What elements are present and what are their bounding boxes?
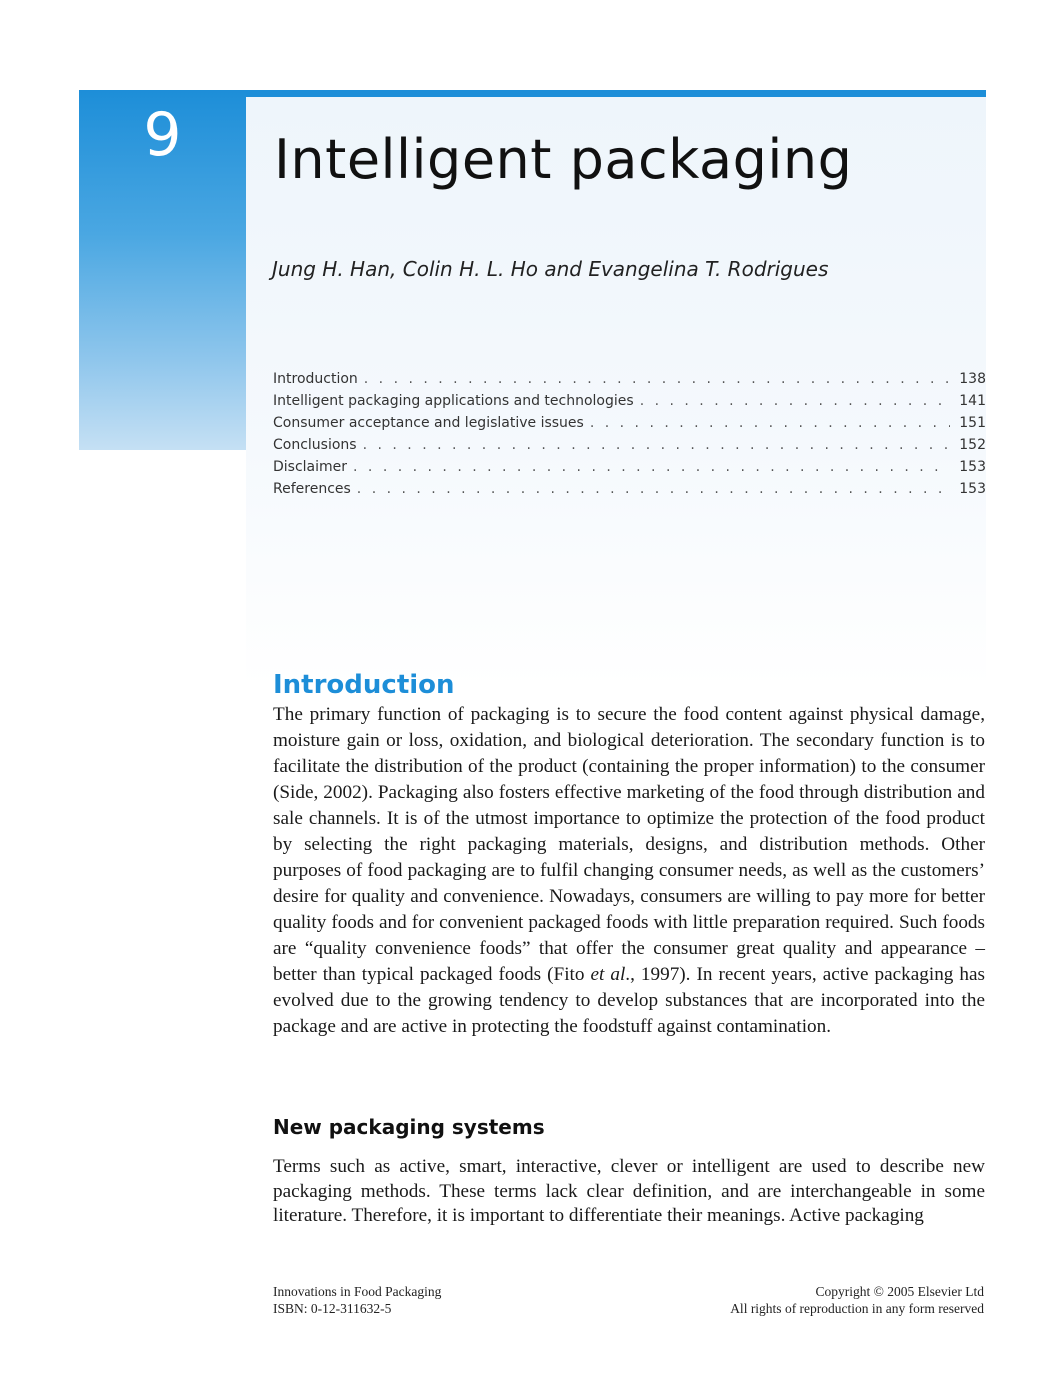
- toc-page-number: 138: [959, 371, 986, 387]
- toc-page-number: 152: [959, 437, 986, 453]
- table-of-contents: [273, 371, 986, 503]
- toc-entry-disclaimer[interactable]: [273, 459, 986, 481]
- chapter-title: Intelligent packaging: [274, 128, 853, 191]
- toc-entry-introduction[interactable]: [273, 371, 986, 393]
- toc-entry-consumer-acceptance[interactable]: [273, 415, 986, 437]
- toc-page-number: 151: [959, 415, 986, 431]
- toc-leader-dots: [590, 415, 950, 431]
- toc-label: Intelligent packaging applications and technologies: [273, 393, 634, 409]
- toc-entry-conclusions[interactable]: [273, 437, 986, 459]
- toc-label: Conclusions: [273, 437, 357, 453]
- header-accent-bar: [246, 90, 986, 97]
- toc-entry-applications[interactable]: [273, 393, 986, 415]
- toc-label: Disclaimer: [273, 459, 348, 475]
- subsection-heading-new-packaging: New packaging systems: [273, 1115, 545, 1139]
- chapter-number: 9: [143, 100, 182, 170]
- footer-rights: All rights of reproduction in any form reserved: [730, 1301, 984, 1316]
- toc-page-number: 141: [959, 393, 986, 409]
- toc-page-number: 153: [959, 481, 986, 497]
- toc-page-number: 153: [959, 459, 986, 475]
- chapter-authors: Jung H. Han, Colin H. L. Ho and Evangelina T. Rodrigues: [272, 257, 829, 281]
- footer-copyright: Copyright © 2005 Elsevier Ltd: [815, 1284, 984, 1299]
- footer-copyright-info: [730, 1283, 984, 1317]
- footer-isbn: ISBN: 0-12-311632-5: [273, 1301, 392, 1316]
- toc-label: References: [273, 481, 351, 497]
- introduction-paragraph: [273, 702, 985, 1040]
- toc-label: Introduction: [273, 371, 358, 387]
- toc-leader-dots: [640, 393, 950, 409]
- toc-leader-dots: [357, 481, 950, 497]
- footer-book-info: [273, 1283, 441, 1317]
- paragraph-text: ., 1997). In recent years, active packaging has evolved due to the growing tendency to develop substances that are incorporated into the package and are active in protecting the foodstuff against contamination.: [273, 964, 985, 1037]
- section-heading-introduction: Introduction: [273, 670, 455, 700]
- toc-leader-dots: [364, 371, 950, 387]
- paragraph-text: The primary function of packaging is to secure the food content against physical damage, moisture gain or loss, oxidation, and biological deterioration. The secondary function is to facilitate the distribution of the product (containing the proper information) to the consumer (Side, 2002). Packaging also fosters effective marketing of the food through distribution and sale channels. It is of the utmost importance to optimize the protection of the food product by selecting the right packaging materials, designs, and distribution methods. Other purposes of food packaging are to fulfil changing consumer needs, as well as the customers’ desire for quality and convenience. Nowadays, consumers are willing to pay more for better quality foods and for convenient packaged foods with little preparation required. Such foods are “quality convenience foods” that offer the consumer great quality and appearance – better than typical packaged foods (Fito: [273, 704, 985, 985]
- paragraph-italic-text: et al: [590, 964, 626, 985]
- toc-leader-dots: [353, 459, 950, 475]
- toc-label: Consumer acceptance and legislative issues: [273, 415, 584, 431]
- toc-leader-dots: [363, 437, 950, 453]
- toc-entry-references[interactable]: [273, 481, 986, 503]
- new-packaging-paragraph: Terms such as active, smart, interactive, clever or intelligent are used to describe new packaging methods. These terms lack clear definition, and are interchangeable in some literature. Therefore, it is important to differentiate their meanings. Active packaging: [273, 1156, 985, 1226]
- footer-book-title: Innovations in Food Packaging: [273, 1284, 442, 1299]
